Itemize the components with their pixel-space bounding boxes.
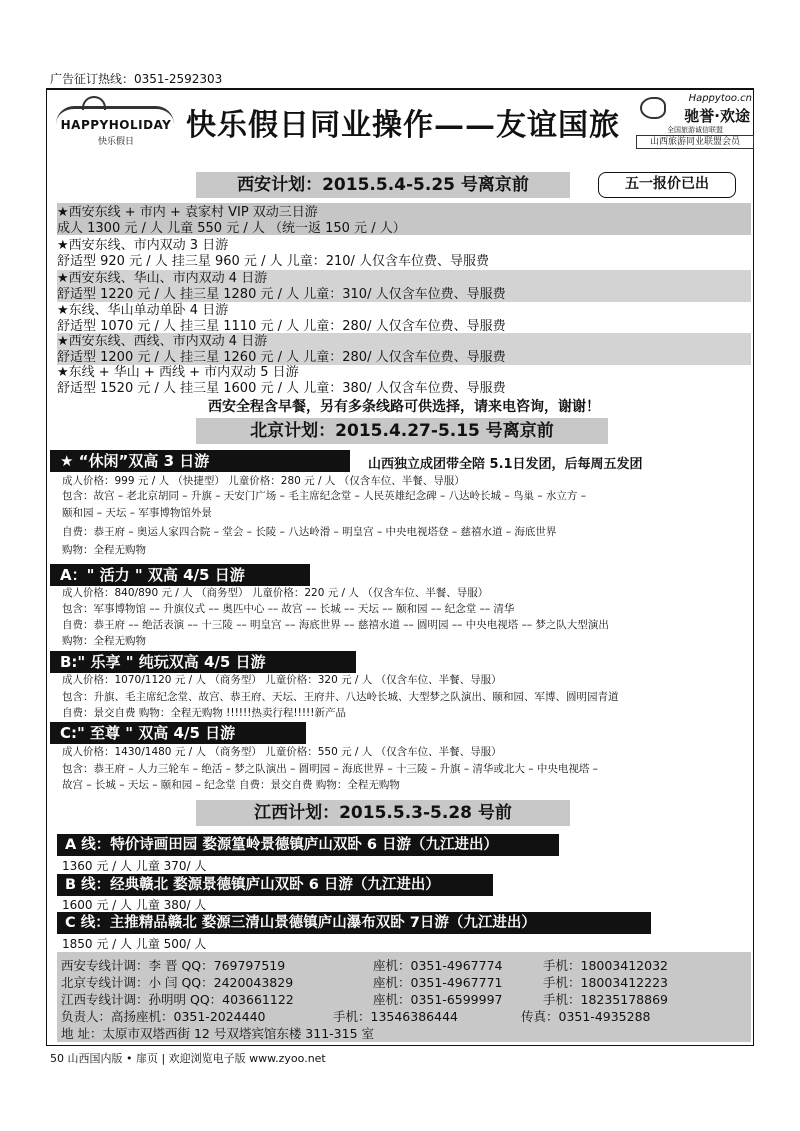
contact-mobile: 手机：13546386444 [333, 1009, 458, 1024]
beijing-route-a: A：" 活力 " 双高 4/5 日游 [50, 564, 310, 586]
jiangxi-route-a: A 线：特价诗画田园 婺源篁岭景德镇庐山双卧 6 日游（九江进出） [57, 834, 559, 856]
contact-fax: 传真：0351-4935288 [521, 1009, 651, 1024]
xian-price-badge: 五一报价已出 [598, 172, 736, 198]
beijing-plan-title: 北京计划：2015.4.27-5.15 号离京前 [196, 418, 608, 444]
route-detail-line: 成人价格：1430/1480 元 / 人 （商务型） 儿童价格：550 元 / 人 （仅含车位、半餐、导服） [62, 746, 502, 758]
jiangxi-plan-title: 江西计划：2015.5.3-5.28 号前 [196, 800, 570, 826]
route-detail-line: 故宫 – 长城 – 天坛 – 颐和园 – 纪念堂 自费：景交自费 购物：全程无购物 [62, 779, 400, 791]
xian-route-title: ★西安东线、西线、市内双动 4 日游 [57, 334, 268, 349]
contact-name: 江西专线计调：孙明明 QQ：403661122 [61, 992, 294, 1007]
xian-route-price: 舒适型 1220 元 / 人 挂三星 1280 元 / 人 儿童：310/ 人仅含车位费、导服费 [57, 287, 506, 302]
ad-hotline: 广告征订热线：0351-2592303 [50, 72, 223, 86]
logo-brand-text: HAPPYHOLIDAY [60, 118, 172, 132]
xian-route-price: 舒适型 920 元 / 人 挂三星 960 元 / 人 儿童：210/ 人仅含车位费、导服费 [57, 254, 490, 269]
xian-route-title: ★东线、华山单动单卧 4 日游 [57, 303, 229, 318]
jiangxi-route-a-price: 1360 元 / 人 儿童 370/ 人 [62, 859, 207, 873]
contact-phone: 座机：0351-4967774 [373, 958, 503, 973]
route-detail-line: 颐和园 – 天坛 – 军事博物馆外景 [62, 507, 212, 519]
xian-route-price: 舒适型 1070 元 / 人 挂三星 1110 元 / 人 儿童：280/ 人仅含车位费、导服费 [57, 319, 506, 334]
route-detail-line: 包含：升旗、毛主席纪念堂、故宫、恭王府、天坛、王府井、八达岭长城、大型梦之队演出、颐和园、军博、圆明园青道 [62, 691, 619, 703]
xian-route-price: 成人 1300 元 / 人 儿童 550 元 / 人 （统一返 150 元 / 人） [57, 221, 406, 236]
route-detail-line: 成人价格：1070/1120 元 / 人 （商务型） 儿童价格：320 元 / 人 （仅含车位、半餐、导服） [62, 674, 502, 686]
partner-logo-band: 山西旅游同业联盟会员 [636, 135, 754, 149]
partner-logo-en: Happytoo.cn [688, 93, 752, 104]
xian-summary: 西安全程含早餐，另有多条线路可供选择，请来电咨询，谢谢！ [208, 399, 600, 415]
beijing-group-note: 山西独立成团带全陪 5.1日发团，后每周五发团 [368, 457, 643, 472]
contact-name: 西安专线计调：李 晋 QQ：769797519 [61, 958, 286, 973]
logo-sub-text: 快乐假日 [97, 137, 134, 147]
page-footer: 50 山西国内版 • 扉页 | 欢迎浏览电子版 www.zyoo.net [50, 1052, 326, 1065]
beijing-route-leisure: ★ “休闲”双高 3 日游 [50, 450, 350, 472]
route-detail-line: 成人价格：840/890 元 / 人 （商务型） 儿童价格：220 元 / 人 （仅含车位、半餐、导服） [62, 587, 489, 599]
contact-name: 负责人：高扬座机：0351-2024440 [61, 1009, 266, 1024]
page-title: 快乐假日同业操作——友谊国旅 [186, 108, 620, 143]
contact-panel [57, 952, 751, 1042]
xian-route-price: 舒适型 1520 元 / 人 挂三星 1600 元 / 人 儿童：380/ 人仅含车位费、导服费 [57, 381, 506, 396]
xian-route-title: ★西安东线、华山、市内双动 4 日游 [57, 271, 268, 286]
contact-phone: 座机：0351-6599997 [373, 992, 503, 1007]
route-detail-line: 包含：故宫 – 老北京胡同 – 升旗 – 天安门广场 – 毛主席纪念堂 – 人民英雄纪念碑 – 八达岭长城 – 鸟巢 – 水立方 – [62, 490, 586, 502]
jiangxi-route-b: B 线：经典赣北 婺源景德镇庐山双卧 6 日游（九江进出） [57, 874, 493, 896]
xian-route-price: 舒适型 1200 元 / 人 挂三星 1260 元 / 人 儿童：280/ 人仅含车位费、导服费 [57, 350, 506, 365]
contact-address: 地 址：太原市双塔西街 12 号双塔宾馆东楼 311-315 室 [61, 1026, 375, 1041]
partner-logo-cn: 驰誉·欢途 [684, 107, 750, 125]
route-detail-line: 自费：景交自费 购物：全程无购物 !!!!!!热卖行程!!!!!新产品 [62, 707, 346, 719]
route-detail-line: 自费：恭王府 –– 绝活表演 –– 十三陵 –– 明皇宫 –– 海底世界 –– 慈禧水道 –– 圆明园 –– 中央电视塔 –– 梦之队大型演出 [62, 619, 609, 631]
contact-mobile: 手机：18003412223 [543, 975, 668, 990]
contact-mobile: 手机：18235178869 [543, 992, 668, 1007]
contact-mobile: 手机：18003412032 [543, 958, 668, 973]
contact-phone: 座机：0351-4967771 [373, 975, 503, 990]
xian-route-title: ★东线 + 华山 + 西线 + 市内双动 5 日游 [57, 365, 299, 380]
horse-mark-icon [640, 97, 666, 119]
route-detail-line: 自费：恭王府 – 奥运人家四合院 – 堂会 – 长陵 – 八达岭滑 – 明皇宫 – 中央电视塔登 – 慈禧水道 – 海底世界 [62, 526, 557, 538]
xian-plan-title: 西安计划：2015.5.4-5.25 号离京前 [196, 172, 570, 198]
route-detail-line: 购物：全程无购物 [62, 544, 146, 556]
partner-logo [636, 93, 754, 151]
xian-route-title: ★西安东线 + 市内 + 袁家村 VIP 双动三日游 [57, 205, 318, 220]
beijing-route-b: B:" 乐享 " 纯玩双高 4/5 日游 [50, 651, 356, 673]
route-detail-line: 成人价格：999 元 / 人 （快捷型） 儿童价格：280 元 / 人 （仅含车位、半餐、导服） [62, 475, 465, 487]
route-detail-line: 包含：恭王府 – 人力三轮车 – 绝活 – 梦之队演出 – 圆明园 – 海底世界 – 十三陵 – 升旗 – 清华或北大 – 中央电视塔 – [62, 763, 598, 775]
partner-logo-line: 全国旅游诚信联盟 [667, 126, 723, 134]
contact-name: 北京专线计调：小 闫 QQ：2420043829 [61, 975, 294, 990]
jiangxi-route-c-price: 1850 元 / 人 儿童 500/ 人 [62, 937, 207, 951]
route-detail-line: 购物：全程无购物 [62, 635, 146, 647]
jiangxi-route-c: C 线：主推精品赣北 婺源三清山景德镇庐山瀑布双卧 7日游（九江进出） [57, 912, 651, 934]
xian-route-title: ★西安东线、市内双动 3 日游 [57, 238, 229, 253]
route-detail-line: 包含：军事博物馆 –– 升旗仪式 –– 奥匹中心 –– 故宫 –– 长城 –– 天坛 –– 颐和园 –– 纪念堂 –– 清华 [62, 603, 515, 615]
jiangxi-route-b-price: 1600 元 / 人 儿童 380/ 人 [62, 898, 207, 912]
beijing-route-c: C:" 至尊 " 双高 4/5 日游 [50, 722, 306, 744]
happy-holiday-logo [52, 96, 180, 154]
